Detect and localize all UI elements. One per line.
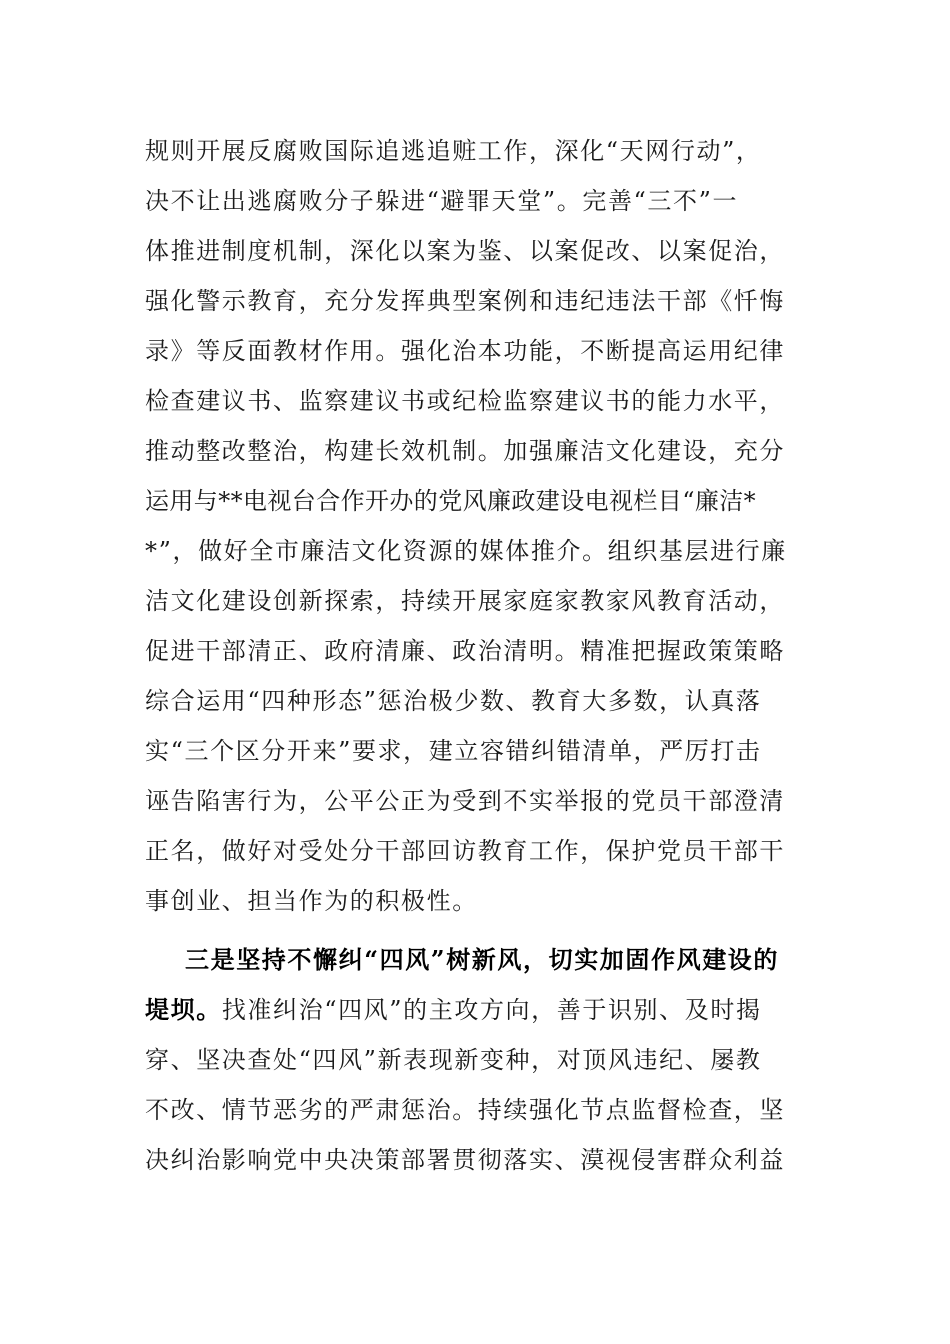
paragraph-2-line-2: 穿、坚决查处“四风”新表现新变种，对顶风违纪、屡教 (145, 1046, 762, 1074)
paragraph-2-line-1-text: 找准纠治“四风”的主攻方向，善于识别、及时揭 (221, 996, 762, 1024)
paragraph-1-line-9: *”，做好全市廉洁文化资源的媒体推介。组织基层进行廉 (145, 537, 787, 565)
paragraph-1-line-5: 录》等反面教材作用。强化治本功能，不断提高运用纪律 (145, 337, 785, 365)
paragraph-2-line-3: 不改、情节恶劣的严肃惩治。持续强化节点监督检查，坚 (145, 1096, 785, 1124)
paragraph-1-line-1: 规则开展反腐败国际追逃追赃工作，深化“天网行动”， (145, 137, 762, 165)
paragraph-2-heading-end: 堤坝。 (145, 995, 222, 1024)
paragraph-1-line-14: 诬告陷害行为，公平公正为受到不实举报的党员干部澄清 (145, 787, 785, 815)
paragraph-1-line-7: 推动整改整治，构建长效机制。加强廉洁文化建设，充分 (145, 437, 785, 465)
paragraph-2-line-1 (145, 990, 805, 1030)
paragraph-2-heading: 三是坚持不懈纠“四风”树新风，切实加固作风建设的 (185, 945, 780, 974)
paragraph-1-line-16: 事创业、担当作为的积极性。 (145, 887, 478, 915)
paragraph-1-line-6: 检查建议书、监察建议书或纪检监察建议书的能力水平， (145, 387, 785, 415)
paragraph-1-line-4: 强化警示教育，充分发挥典型案例和违纪违法干部《忏悔 (145, 287, 785, 315)
paragraph-1-line-13: 实“三个区分开来”要求，建立容错纠错清单，严厉打击 (145, 737, 762, 765)
paragraph-1-line-3: 体推进制度机制，深化以案为鉴、以案促改、以案促治， (145, 237, 785, 265)
paragraph-1-line-8: 运用与**电视台合作开办的党风廉政建设电视栏目“廉洁* (145, 487, 757, 515)
paragraph-1-line-15: 正名，做好对受处分干部回访教育工作，保护党员干部干 (145, 837, 785, 865)
paragraph-1-line-12: 综合运用“四种形态”惩治极少数、教育大多数，认真落 (145, 687, 762, 715)
paragraph-1-line-11: 促进干部清正、政府清廉、政治清明。精准把握政策策略 (145, 637, 785, 665)
paragraph-2-line-4: 决纠治影响党中央决策部署贯彻落实、漠视侵害群众利益 (145, 1146, 785, 1174)
paragraph-1-line-10: 洁文化建设创新探索，持续开展家庭家教家风教育活动， (145, 587, 785, 615)
paragraph-1-line-2: 决不让出逃腐败分子躲进“避罪天堂”。完善“三不”一 (145, 187, 739, 215)
